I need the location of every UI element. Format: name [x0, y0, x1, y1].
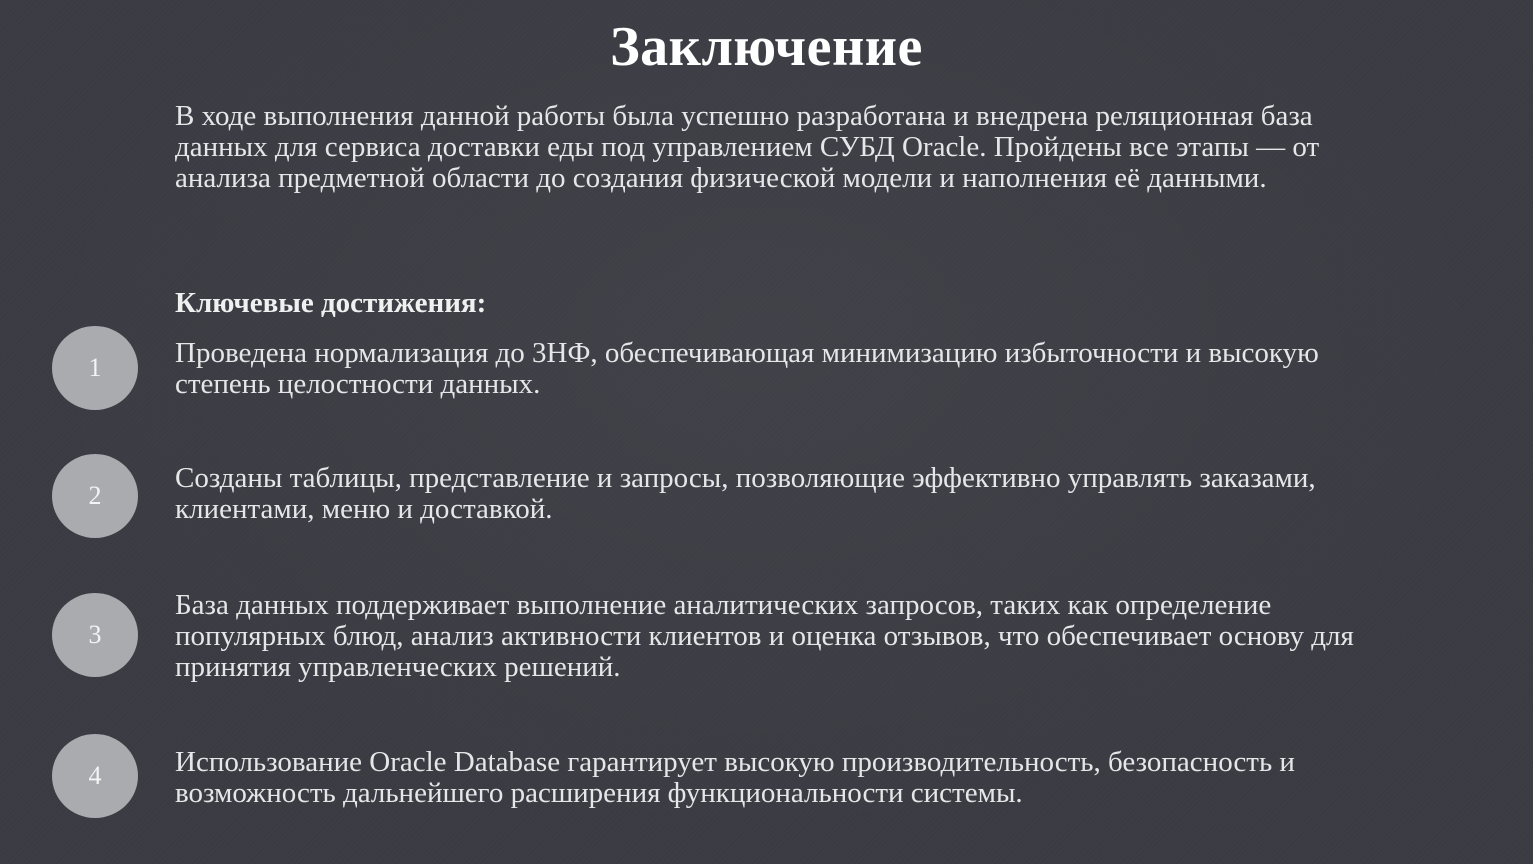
achievements-heading: Ключевые достижения:: [175, 287, 487, 319]
number-badge: 2: [52, 454, 138, 538]
achievement-text: Проведена нормализация до 3НФ, обеспечивающая минимизацию избыточности и высокую степень целостности данных.: [175, 337, 1319, 400]
slide-title: Заключение: [610, 16, 923, 78]
achievement-text: Созданы таблицы, представление и запросы, позволяющие эффективно управлять заказами, клиентами, меню и доставкой.: [175, 462, 1316, 525]
intro-paragraph: В ходе выполнения данной работы была успешно разработана и внедрена реляционная база данных для сервиса доставки еды под управлением СУБД Oracle. Пройдены все этапы — от анализа предметной области до создания физической модели и наполнения её данными.: [175, 100, 1320, 194]
achievement-text: Использование Oracle Database гарантирует высокую производительность, безопасность и возможность дальнейшего расширения функциональности системы.: [175, 746, 1295, 809]
number-badge: 3: [52, 593, 138, 677]
number-badge: 1: [52, 326, 138, 410]
achievement-text: База данных поддерживает выполнение аналитических запросов, таких как определение популярных блюд, анализ активности клиентов и оценка отзывов, что обеспечивает основу для принятия управленческих решений.: [175, 589, 1354, 683]
number-badge: 4: [52, 734, 138, 818]
